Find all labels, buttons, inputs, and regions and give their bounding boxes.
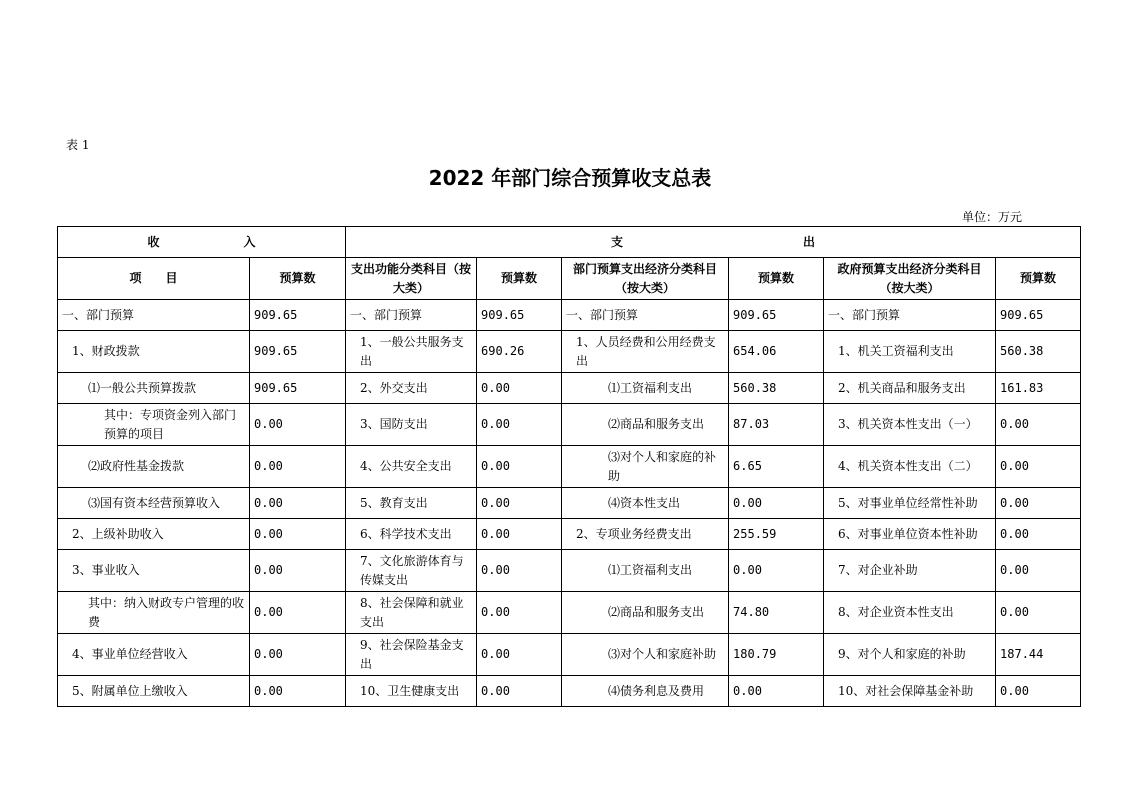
- table-row: [58, 404, 1081, 446]
- table-row: [58, 550, 1081, 592]
- col-header-amount: 预算数: [250, 258, 346, 300]
- income-item: 1、财政拨款: [58, 331, 250, 373]
- income-item: 其中：纳入财政专户管理的收费: [58, 592, 250, 634]
- func-amount: 0.00: [477, 446, 562, 488]
- income-amount: 909.65: [250, 300, 346, 331]
- func-item: 10、卫生健康支出: [346, 676, 477, 707]
- income-amount: 0.00: [250, 446, 346, 488]
- func-amount: 0.00: [477, 592, 562, 634]
- dept-amount: 0.00: [729, 488, 824, 519]
- gov-amount: 0.00: [996, 676, 1081, 707]
- func-item: 4、公共安全支出: [346, 446, 477, 488]
- budget-table: [57, 226, 1081, 707]
- gov-item: 6、对事业单位资本性补助: [824, 519, 996, 550]
- func-amount: 0.00: [477, 404, 562, 446]
- income-amount: 0.00: [250, 550, 346, 592]
- dept-item: ⑴工资福利支出: [562, 550, 729, 592]
- income-amount: 0.00: [250, 634, 346, 676]
- col-header-dept-econ: 部门预算支出经济分类科目（按大类）: [562, 258, 729, 300]
- table-row: [58, 592, 1081, 634]
- income-item: 2、上级补助收入: [58, 519, 250, 550]
- dept-amount: 0.00: [729, 676, 824, 707]
- table-row: [58, 634, 1081, 676]
- gov-amount: 909.65: [996, 300, 1081, 331]
- gov-amount: 187.44: [996, 634, 1081, 676]
- func-amount: 0.00: [477, 519, 562, 550]
- col-header-amount: 预算数: [996, 258, 1081, 300]
- income-item: 一、部门预算: [58, 300, 250, 331]
- func-amount: 0.00: [477, 550, 562, 592]
- func-item: 6、科学技术支出: [346, 519, 477, 550]
- func-amount: 0.00: [477, 676, 562, 707]
- gov-item: 1、机关工资福利支出: [824, 331, 996, 373]
- income-item: ⑵政府性基金拨款: [58, 446, 250, 488]
- gov-item: 一、部门预算: [824, 300, 996, 331]
- table-row: [58, 488, 1081, 519]
- func-amount: 0.00: [477, 373, 562, 404]
- func-item: 2、外交支出: [346, 373, 477, 404]
- dept-item: ⑷债务利息及费用: [562, 676, 729, 707]
- func-item: 9、社会保险基金支出: [346, 634, 477, 676]
- func-item: 一、部门预算: [346, 300, 477, 331]
- dept-item: ⑷资本性支出: [562, 488, 729, 519]
- col-header-amount: 预算数: [729, 258, 824, 300]
- func-amount: 0.00: [477, 634, 562, 676]
- dept-item: ⑶对个人和家庭的补助: [562, 446, 729, 488]
- table-row: [58, 446, 1081, 488]
- dept-amount: 74.80: [729, 592, 824, 634]
- dept-item: 2、专项业务经费支出: [562, 519, 729, 550]
- gov-amount: 0.00: [996, 488, 1081, 519]
- gov-amount: 560.38: [996, 331, 1081, 373]
- func-item: 5、教育支出: [346, 488, 477, 519]
- income-item: 5、附属单位上缴收入: [58, 676, 250, 707]
- income-item: ⑴一般公共预算拨款: [58, 373, 250, 404]
- dept-amount: 6.65: [729, 446, 824, 488]
- dept-item: ⑴工资福利支出: [562, 373, 729, 404]
- dept-amount: 654.06: [729, 331, 824, 373]
- unit-label: 单位：万元: [961, 210, 1022, 224]
- income-item: 4、事业单位经营收入: [58, 634, 250, 676]
- gov-item: 9、对个人和家庭的补助: [824, 634, 996, 676]
- page-title: 2022 年部门综合预算收支总表: [428, 166, 712, 190]
- gov-amount: 0.00: [996, 519, 1081, 550]
- dept-amount: 560.38: [729, 373, 824, 404]
- income-header: 收 入: [58, 227, 346, 258]
- dept-amount: 255.59: [729, 519, 824, 550]
- func-item: 1、一般公共服务支出: [346, 331, 477, 373]
- gov-item: 10、对社会保障基金补助: [824, 676, 996, 707]
- income-amount: 0.00: [250, 404, 346, 446]
- dept-item: ⑶对个人和家庭补助: [562, 634, 729, 676]
- dept-amount: 909.65: [729, 300, 824, 331]
- income-amount: 0.00: [250, 676, 346, 707]
- income-item: ⑶国有资本经营预算收入: [58, 488, 250, 519]
- dept-item: 1、人员经费和公用经费支出: [562, 331, 729, 373]
- gov-amount: 0.00: [996, 446, 1081, 488]
- dept-item: 一、部门预算: [562, 300, 729, 331]
- dept-amount: 0.00: [729, 550, 824, 592]
- income-amount: 909.65: [250, 331, 346, 373]
- func-amount: 690.26: [477, 331, 562, 373]
- gov-amount: 0.00: [996, 550, 1081, 592]
- income-amount: 0.00: [250, 519, 346, 550]
- table-row: [58, 676, 1081, 707]
- table-row: [58, 373, 1081, 404]
- income-amount: 0.00: [250, 488, 346, 519]
- income-item: 其中：专项资金列入部门预算的项目: [58, 404, 250, 446]
- gov-item: 7、对企业补助: [824, 550, 996, 592]
- gov-item: 4、机关资本性支出（二）: [824, 446, 996, 488]
- income-amount: 909.65: [250, 373, 346, 404]
- gov-item: 8、对企业资本性支出: [824, 592, 996, 634]
- gov-item: 2、机关商品和服务支出: [824, 373, 996, 404]
- gov-amount: 161.83: [996, 373, 1081, 404]
- func-amount: 0.00: [477, 488, 562, 519]
- table-row: [58, 331, 1081, 373]
- dept-amount: 180.79: [729, 634, 824, 676]
- dept-item: ⑵商品和服务支出: [562, 592, 729, 634]
- col-header-func-class: 支出功能分类科目（按大类）: [346, 258, 477, 300]
- table-row: [58, 519, 1081, 550]
- expense-header: 支 出: [346, 227, 1081, 258]
- dept-amount: 87.03: [729, 404, 824, 446]
- col-header-amount: 预算数: [477, 258, 562, 300]
- income-amount: 0.00: [250, 592, 346, 634]
- func-item: 3、国防支出: [346, 404, 477, 446]
- gov-amount: 0.00: [996, 404, 1081, 446]
- func-item: 7、文化旅游体育与传媒支出: [346, 550, 477, 592]
- gov-item: 5、对事业单位经常性补助: [824, 488, 996, 519]
- table-row: [58, 300, 1081, 331]
- func-amount: 909.65: [477, 300, 562, 331]
- dept-item: ⑵商品和服务支出: [562, 404, 729, 446]
- func-item: 8、社会保障和就业支出: [346, 592, 477, 634]
- col-header-gov-econ: 政府预算支出经济分类科目（按大类）: [824, 258, 996, 300]
- gov-item: 3、机关资本性支出（一）: [824, 404, 996, 446]
- income-item: 3、事业收入: [58, 550, 250, 592]
- col-header-item: 项 目: [58, 258, 250, 300]
- table-tag: 表 1: [66, 138, 90, 152]
- gov-amount: 0.00: [996, 592, 1081, 634]
